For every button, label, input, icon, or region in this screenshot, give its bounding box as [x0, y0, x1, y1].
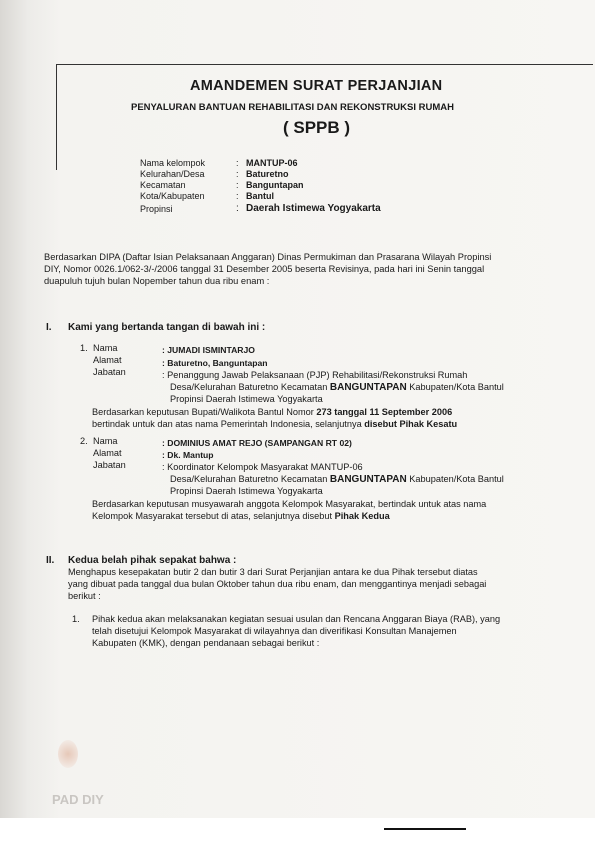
- section-2-line-1: Menghapus kesepakatan butir 2 dan butir 3 dari Surat Perjanjian antara ke dua Pihak tersebut diatas: [68, 567, 478, 577]
- group-info: [140, 158, 440, 228]
- text-span: Kabupaten/Kota Bantul: [406, 474, 504, 484]
- party-2-number: 2.: [80, 436, 88, 446]
- party-1-jabatan-3: Propinsi Daerah Istimewa Yogyakarta: [170, 394, 323, 404]
- faded-stamp: [58, 740, 78, 768]
- party-2-alamat: : Dk. Mantup: [162, 450, 214, 460]
- text-span: Kabupaten/Kota Bantul: [406, 382, 504, 392]
- party-2-jabatan-label: Jabatan: [93, 460, 126, 470]
- info-label: Kecamatan: [140, 180, 186, 190]
- party-2-jabatan-3: Propinsi Daerah Istimewa Yogyakarta: [170, 486, 323, 496]
- info-colon: :: [236, 203, 239, 214]
- item-1-number: 1.: [72, 614, 80, 624]
- text-span: Desa/Kelurahan Baturetno Kecamatan: [170, 474, 330, 484]
- section-2-number: II.: [46, 555, 55, 566]
- section-2-line-2: yang dibuat pada tanggal dua bulan Oktober tahun dua ribu enam, dan menggantinya menjadi sebagai: [68, 579, 487, 589]
- info-label: Propinsi: [140, 204, 173, 214]
- party-2-dasar-2: [92, 511, 390, 522]
- section-1-heading: Kami yang bertanda tangan di bawah ini :: [68, 322, 266, 333]
- info-label: Nama kelompok: [140, 158, 206, 168]
- party-2-nama: : DOMINIUS AMAT REJO (SAMPANGAN RT 02): [162, 438, 352, 448]
- watermark: PAD DIY: [52, 792, 104, 807]
- party-1-jabatan-2: [170, 382, 504, 393]
- info-colon: :: [236, 191, 239, 201]
- intro-line-3: duapuluh tujuh bulan Nopember tahun dua ribu enam :: [44, 276, 270, 286]
- text-span: Kelompok Masyarakat tersebut di atas, selanjutnya disebut: [92, 511, 335, 521]
- info-label: Kota/Kabupaten: [140, 191, 205, 201]
- info-colon: :: [236, 169, 239, 179]
- info-colon: :: [236, 158, 239, 168]
- pihak-kesatu-bold: disebut Pihak Kesatu: [364, 419, 458, 429]
- sk-number-bold: 273 tanggal 11 September 2006: [316, 407, 453, 417]
- item-1-line-2: telah disetujui Kelompok Masyarakat di wilayahnya dan diverifikasi Konsultan Manajemen: [92, 626, 457, 636]
- intro-line-1: Berdasarkan DIPA (Daftar Isian Pelaksanaan Anggaran) Dinas Permukiman dan Prasarana Wilayah Propinsi: [44, 252, 492, 262]
- kecamatan-bold: BANGUNTAPAN: [329, 474, 407, 485]
- text-span: Desa/Kelurahan Baturetno Kecamatan: [170, 382, 330, 392]
- section-1-number: I.: [46, 322, 52, 333]
- document-code: ( SPPB ): [283, 118, 351, 137]
- kecamatan-bold: BANGUNTAPAN: [329, 382, 407, 393]
- info-value: Daerah Istimewa Yogyakarta: [246, 203, 381, 214]
- party-1-alamat-label: Alamat: [93, 355, 122, 365]
- pihak-kedua-bold: Pihak Kedua: [334, 511, 390, 521]
- signature-line: [384, 828, 466, 830]
- party-1-alamat: : Baturetno, Banguntapan: [162, 358, 268, 368]
- info-label: Kelurahan/Desa: [140, 169, 205, 179]
- party-1-nama-label: Nama: [93, 343, 118, 353]
- text-span: bertindak untuk dan atas nama Pemerintah Indonesia, selanjutnya: [92, 419, 365, 429]
- section-2-heading: Kedua belah pihak sepakat bahwa :: [68, 555, 237, 566]
- section-2-line-3: berikut :: [68, 591, 101, 601]
- item-1-line-1: Pihak kedua akan melaksanakan kegiatan sesuai usulan dan Rencana Anggaran Biaya (RAB), yang: [92, 614, 501, 624]
- document-title: AMANDEMEN SURAT PERJANJIAN: [190, 78, 443, 94]
- intro-line-2: DIY, Nomor 0026.1/062-3/-/2006 tanggal 31 Desember 2005 beserta Revisinya, pada hari ini Senin tanggal: [44, 264, 485, 274]
- party-1-jabatan-1: : Penanggung Jawab Pelaksanaan (PJP) Rehabilitasi/Rekonstruksi Rumah: [162, 370, 468, 380]
- info-colon: :: [236, 180, 239, 190]
- party-2-nama-label: Nama: [93, 436, 118, 446]
- info-value: Bantul: [246, 191, 274, 201]
- party-1-jabatan-label: Jabatan: [93, 367, 126, 377]
- party-2-jabatan-2: [170, 474, 504, 485]
- info-value: MANTUP-06: [246, 158, 298, 168]
- text-span: Berdasarkan keputusan Bupati/Walikota Bantul Nomor: [92, 407, 317, 417]
- party-1-number: 1.: [80, 343, 88, 353]
- info-value: Baturetno: [246, 169, 289, 179]
- party-1-nama: : JUMADI ISMINTARJO: [162, 345, 255, 355]
- party-1-dasar-1: [92, 407, 452, 418]
- document-subtitle: PENYALURAN BANTUAN REHABILITASI DAN REKONSTRUKSI RUMAH: [131, 102, 455, 113]
- info-value: Banguntapan: [246, 180, 304, 190]
- party-2-alamat-label: Alamat: [93, 448, 122, 458]
- party-1-dasar-2: [92, 419, 457, 430]
- item-1-line-3: Kabupaten (KMK), dengan pendanaan sebagai berikut :: [92, 638, 320, 648]
- party-2-jabatan-1: : Koordinator Kelompok Masyarakat MANTUP-06: [162, 462, 363, 472]
- party-2-dasar-1: Berdasarkan keputusan musyawarah anggota Kelompok Masyarakat, bertindak untuk atas nama: [92, 499, 487, 509]
